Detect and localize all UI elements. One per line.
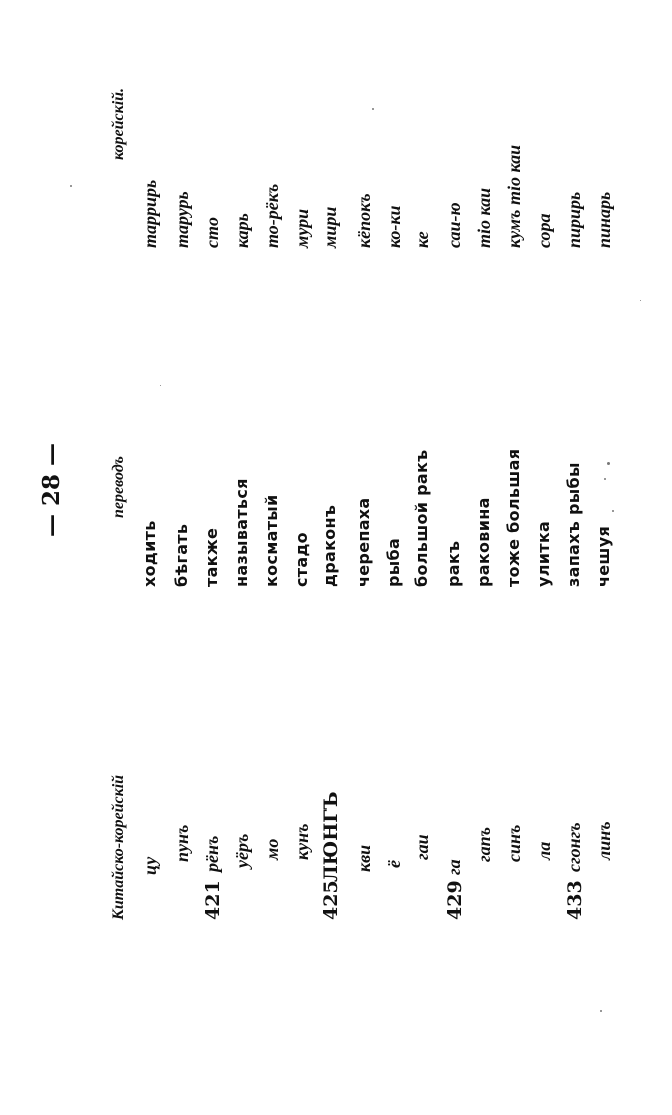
rotated-table — [38, 50, 614, 920]
word-chinese-korean: ла — [534, 841, 554, 860]
word-korean: ке — [412, 231, 432, 248]
word-chinese-korean: сгонгъ — [564, 822, 584, 872]
word-translation: называться — [232, 478, 251, 587]
word-chinese-korean: кви — [354, 844, 374, 872]
word-chinese-korean: кунъ — [292, 823, 312, 860]
word-translation: косматый — [262, 494, 281, 587]
word-translation: раковина — [474, 497, 493, 587]
header-translation: переводъ — [110, 456, 127, 518]
paper-speck — [604, 478, 606, 480]
word-chinese-korean: цу — [140, 856, 160, 875]
table-row — [564, 50, 596, 920]
table-row — [140, 50, 172, 920]
word-korean: тіо каи — [474, 187, 494, 248]
table-row — [172, 50, 204, 920]
table-row — [232, 50, 264, 920]
table-row — [202, 50, 234, 920]
word-chinese-korean: ё — [384, 860, 404, 868]
word-korean: кумъ тіо каи — [504, 144, 524, 248]
word-korean: тарурь — [172, 191, 192, 248]
header-chinese-korean: Китайско-корейскій — [110, 774, 127, 920]
word-korean: пинарь — [594, 191, 614, 248]
word-translation: ходить — [140, 520, 159, 587]
word-korean: мури — [292, 208, 312, 248]
paper-speck — [612, 510, 614, 512]
paper-speck — [70, 185, 72, 187]
table-row — [474, 50, 506, 920]
word-chinese-korean: га — [444, 859, 464, 875]
word-chinese-korean: гапъ — [474, 826, 494, 862]
page-number: — 28 — — [38, 442, 65, 538]
word-translation: улитка — [534, 520, 553, 587]
word-chinese-korean: уёръ — [232, 833, 252, 868]
word-korean: cmo — [202, 217, 222, 248]
word-chinese-korean: пунъ — [172, 824, 192, 862]
word-korean: кёпокъ — [354, 193, 374, 248]
table-row — [534, 50, 566, 920]
word-chinese-korean: рёнъ — [202, 835, 222, 872]
word-korean: карь — [232, 213, 252, 248]
word-translation: драконъ — [320, 504, 339, 587]
word-translation: бѣгать — [172, 523, 191, 587]
word-korean: саи-ю — [444, 202, 464, 248]
word-chinese-korean: мо — [262, 838, 282, 860]
word-translation: стадо — [292, 532, 311, 587]
row-number: 429 — [444, 880, 466, 920]
word-korean: ко-ки — [384, 205, 404, 248]
header-korean: корейскій. — [110, 87, 127, 160]
word-korean: сора — [534, 213, 554, 248]
word-chinese-korean: синъ — [504, 824, 524, 862]
table-row — [412, 50, 444, 920]
paper-speck — [640, 300, 641, 301]
table-row — [504, 50, 536, 920]
word-translation: также — [202, 527, 221, 587]
paper-speck — [607, 462, 610, 465]
word-translation: запахъ рыбы — [564, 462, 583, 587]
row-number: 433 — [564, 880, 586, 920]
row-number: 421 — [202, 880, 224, 920]
table-row — [320, 50, 352, 920]
paper-speck — [372, 108, 374, 110]
word-korean: мири — [320, 206, 340, 248]
table-row — [594, 50, 626, 920]
paper-speck — [600, 1010, 602, 1012]
word-translation: рыба — [384, 537, 403, 587]
table-row — [354, 50, 386, 920]
row-number: 425 — [320, 880, 342, 920]
word-chinese-korean: гаи — [412, 834, 432, 860]
word-translation: чешуя — [594, 525, 613, 587]
word-translation: большой ракъ — [412, 449, 431, 587]
word-korean: то-рёкъ — [262, 183, 282, 248]
paper-speck — [160, 385, 161, 386]
word-korean: таррирь — [140, 179, 160, 248]
table-row — [262, 50, 294, 920]
word-translation: черепаха — [354, 497, 373, 587]
word-translation: тоже большая — [504, 448, 523, 587]
word-korean: пирирь — [564, 191, 584, 248]
table-row — [444, 50, 476, 920]
word-chinese-korean: линъ — [594, 821, 614, 860]
word-translation: ракъ — [444, 540, 463, 587]
word-chinese-korean: ЛЮНГЪ — [320, 791, 342, 882]
